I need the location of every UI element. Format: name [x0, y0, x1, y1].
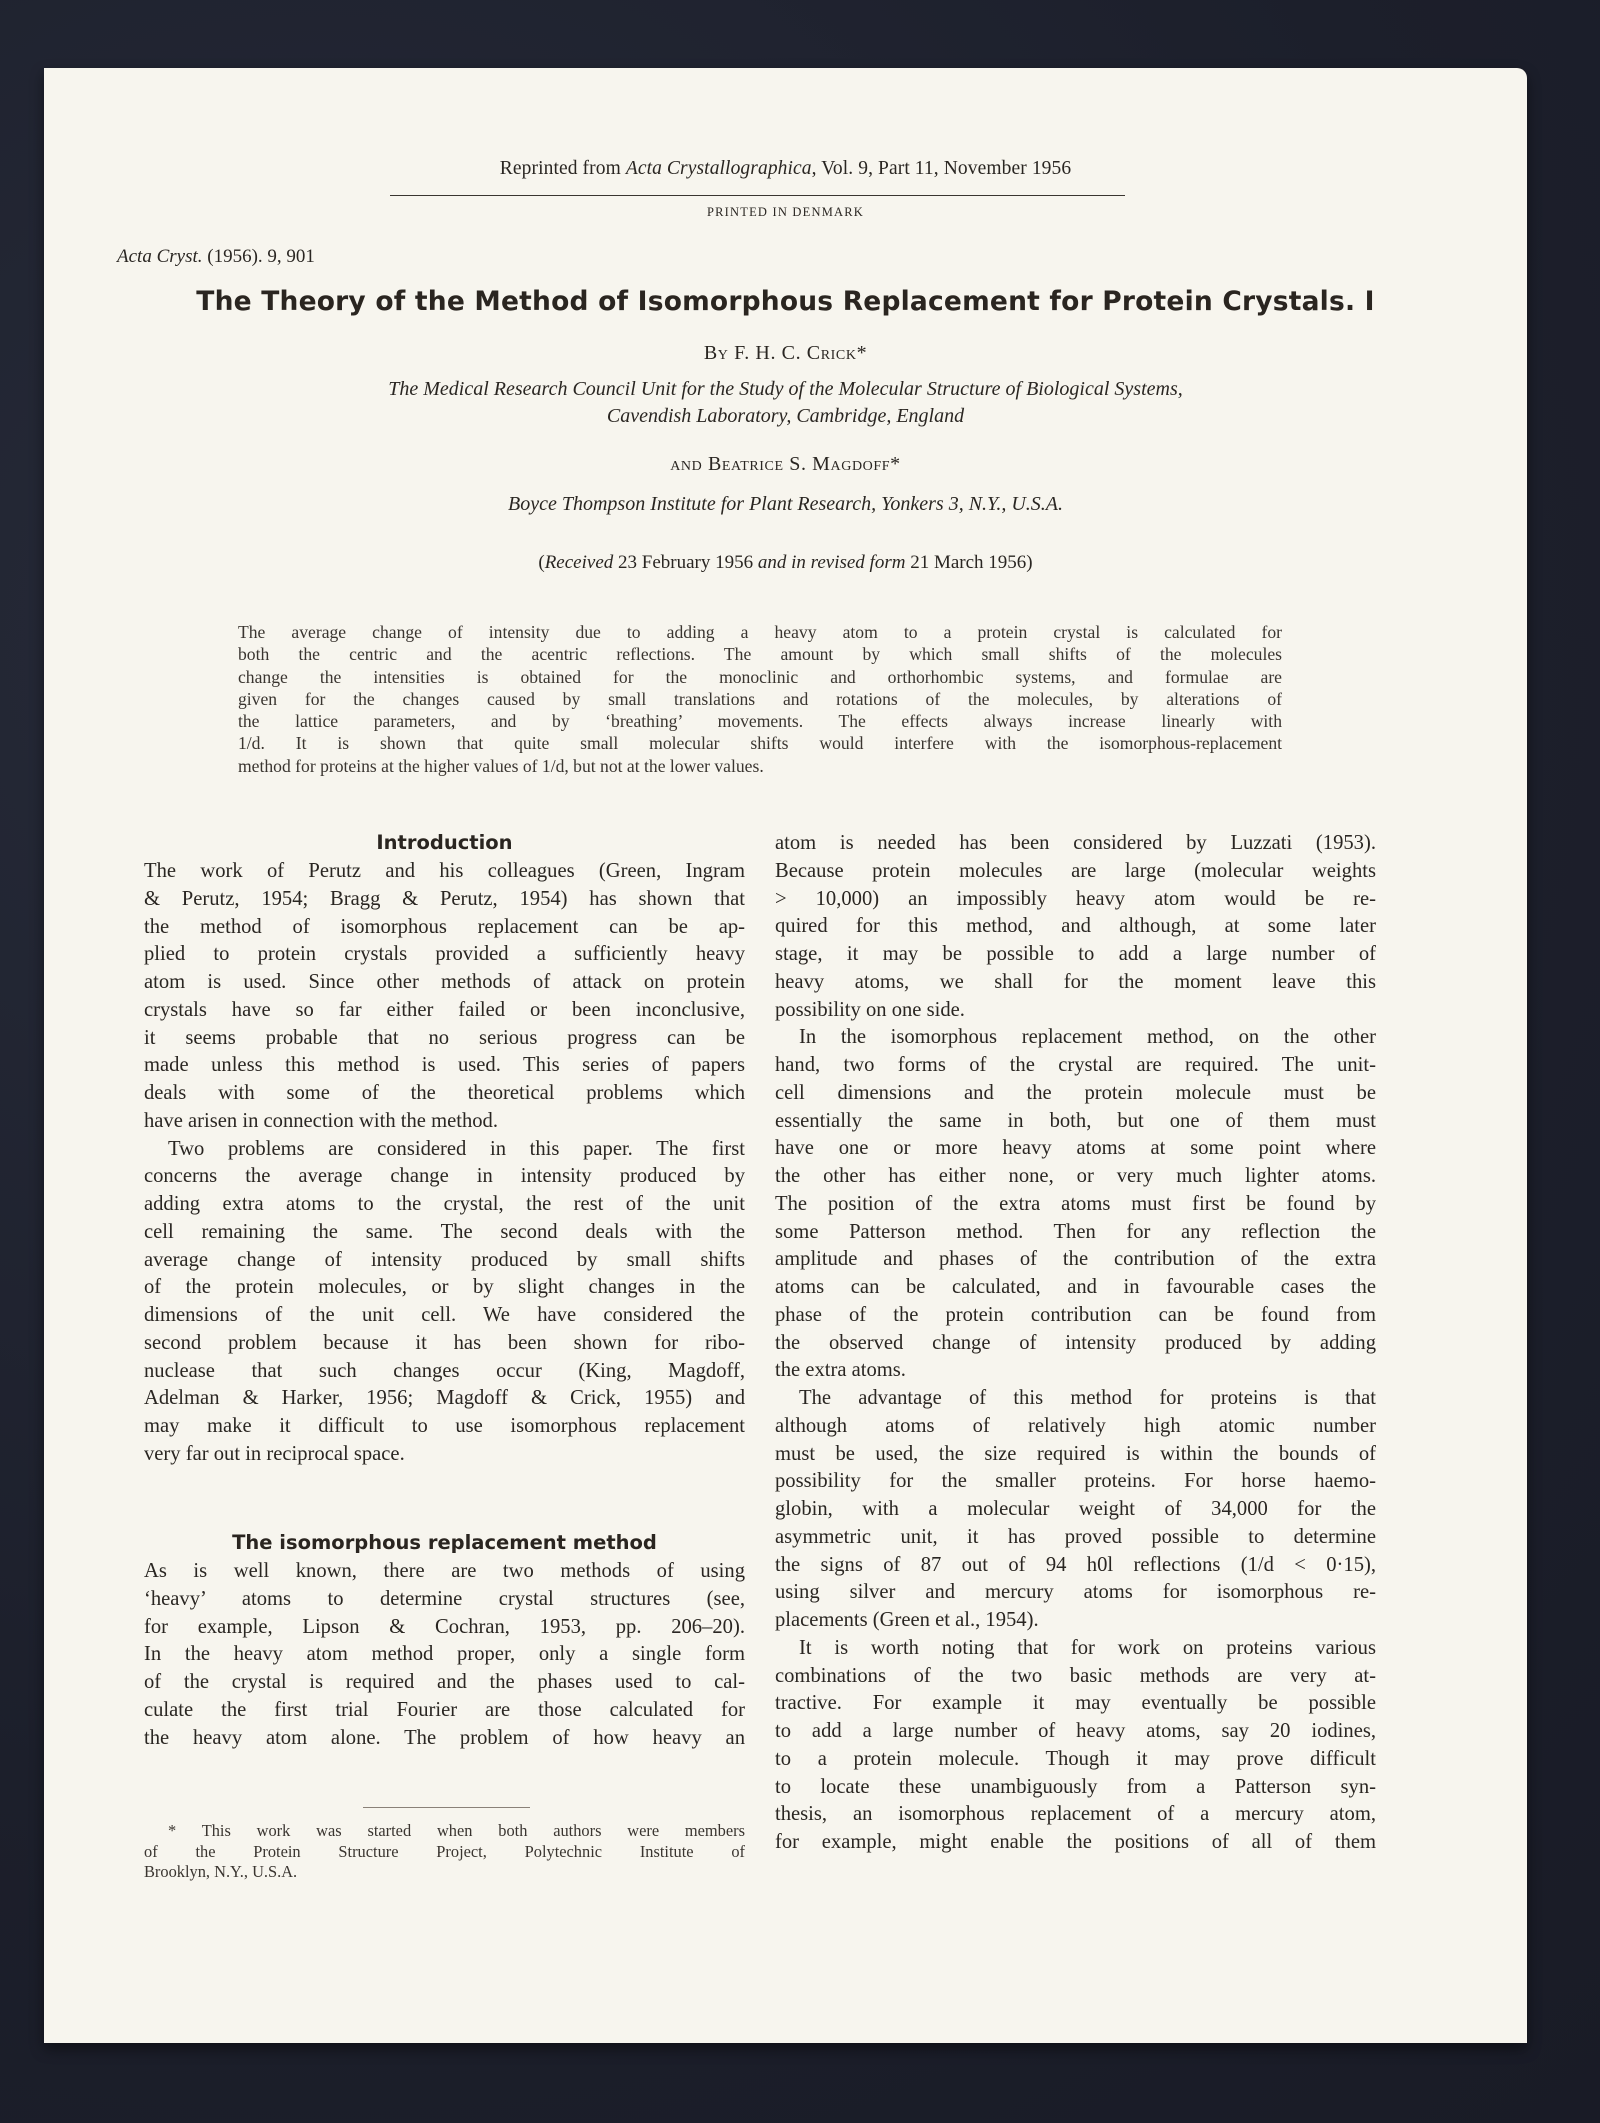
- body-line: The advantage of this method for proteins is that: [799, 1387, 1376, 1409]
- body-line: of the protein molecules, or by slight changes in the: [144, 1276, 745, 1299]
- abstract-line: The average change of intensity due to adding a heavy atom to a protein crystal is calculated for: [238, 622, 1282, 642]
- body-line: to locate these unambiguously from a Patterson syn-: [775, 1775, 1376, 1798]
- abstract-line: given for the changes caused by small translations and rotations of the molecules, by alterations of: [238, 688, 1282, 709]
- body-line: although atoms of relatively high atomic number: [775, 1414, 1376, 1437]
- body-line: deals with some of the theoretical problems which: [144, 1082, 745, 1104]
- body-line: atom is used. Since other methods of attack on protein: [144, 971, 745, 993]
- right-column: [775, 830, 1376, 1857]
- body-line: plied to protein crystals provided a sufficiently heavy: [144, 943, 745, 966]
- body-line: The position of the extra atoms must first be found by: [775, 1192, 1376, 1215]
- reprint-suffix: , Vol. 9, Part 11, November 1956: [811, 158, 1072, 179]
- body-line: to add a large number of heavy atoms, say 20 iodines,: [775, 1720, 1376, 1742]
- body-line: the heavy atom alone. The problem of how heavy an: [144, 1726, 745, 1749]
- body-line: Adelman & Harker, 1956; Magdoff & Crick, 1955) and: [144, 1387, 745, 1410]
- body-line: It is worth noting that for work on proteins various: [799, 1636, 1376, 1659]
- body-line: some Patterson method. Then for any reflection the: [775, 1220, 1376, 1243]
- body-line: atom is needed has been considered by Luzzati (1953).: [775, 832, 1376, 854]
- printed-in-notice: PRINTED IN DENMARK: [706, 205, 864, 219]
- reprint-prefix: Reprinted from: [499, 158, 626, 179]
- body-line: amplitude and phases of the contribution of the extra: [775, 1248, 1376, 1271]
- reprint-journal: Acta Crystallographica: [625, 158, 812, 179]
- body-line: have arisen in connection with the method.: [144, 1109, 498, 1132]
- header-rule: [390, 195, 1125, 196]
- paper-page: [44, 68, 1527, 2043]
- body-line: asymmetric unit, it has proved possible to determine: [775, 1525, 1376, 1548]
- body-line: phase of the protein contribution can be found from: [775, 1303, 1376, 1326]
- affiliation-2: Boyce Thompson Institute for Plant Research, Yonkers 3, N.Y., U.S.A.: [508, 493, 1063, 515]
- journal-citation: [117, 246, 315, 268]
- abstract-line: the lattice parameters, and by ‘breathing’ movements. The effects always increase linearly with: [238, 711, 1282, 732]
- body-line: thesis, an isomorphous replacement of a mercury atom,: [775, 1803, 1376, 1826]
- body-line: possibility for the smaller proteins. For horse haemo-: [775, 1470, 1376, 1493]
- body-line: combinations of the two basic methods are very at-: [775, 1664, 1376, 1687]
- body-line: cell remaining the same. The second deals with the: [144, 1220, 745, 1243]
- body-line: & Perutz, 1954; Bragg & Perutz, 1954) has shown that: [144, 887, 745, 910]
- body-line: cell dimensions and the protein molecule must be: [775, 1081, 1376, 1104]
- body-line: Because protein molecules are large (molecular weights: [775, 859, 1376, 882]
- body-line: concerns the average change in intensity produced by: [144, 1165, 745, 1188]
- body-line: hand, two forms of the crystal are required. The unit-: [775, 1054, 1376, 1076]
- body-line: placements (Green et al., 1954).: [775, 1609, 1039, 1631]
- body-line: Two problems are considered in this paper. The first: [168, 1137, 745, 1160]
- article-title: The Theory of the Method of Isomorphous Replacement for Protein Crystals. I: [196, 286, 1375, 317]
- method-section: [144, 1528, 745, 1752]
- abstract-line: both the centric and the acentric reflections. The amount by which small shifts of the molecules: [238, 644, 1282, 665]
- body-line: may make it difficult to use isomorphous replacement: [144, 1415, 745, 1437]
- body-line: heavy atoms, we shall for the moment leave this: [775, 970, 1376, 993]
- author-byline: By F. H. C. Crick*: [703, 342, 868, 364]
- body-line: > 10,000) an impossibly heavy atom would be re-: [775, 887, 1376, 910]
- body-line: crystals have so far either failed or been inconclusive,: [144, 998, 745, 1021]
- body-line: tractive. For example it may eventually be possible: [775, 1692, 1376, 1715]
- footnote-rule: [363, 1807, 530, 1808]
- body-line: using silver and mercury atoms for isomorphous re-: [775, 1581, 1376, 1604]
- body-line: atoms can be calculated, and in favourable cases the: [775, 1276, 1376, 1298]
- body-line: stage, it may be possible to add a large number of: [775, 943, 1376, 965]
- body-line: As is well known, there are two methods of using: [144, 1560, 745, 1582]
- body-line: second problem because it has been shown for ribo-: [144, 1331, 745, 1354]
- body-line: the extra atoms.: [775, 1359, 906, 1382]
- body-line: for example, might enable the positions of all of them: [775, 1831, 1376, 1853]
- abstract-line: method for proteins at the higher values of 1/d, but not at the lower values.: [238, 755, 764, 776]
- received-dates: (Received 23 February 1956 and in revised form 21 March 1956): [538, 552, 1033, 573]
- body-line: adding extra atoms to the crystal, the rest of the unit: [144, 1193, 745, 1215]
- footnote-line: of the Protein Structure Project, Polytechnic Institute of: [144, 1841, 745, 1861]
- body-line: In the heavy atom method proper, only a single form: [144, 1643, 745, 1666]
- body-line: average change of intensity produced by small shifts: [144, 1248, 745, 1271]
- body-line: the method of isomorphous replacement can be ap-: [144, 915, 745, 938]
- affiliation-1-line-2: Cavendish Laboratory, Cambridge, England: [606, 405, 965, 427]
- body-line: to a protein molecule. Though it may prove difficult: [775, 1747, 1376, 1770]
- citation-journal: Acta Cryst.: [117, 246, 203, 267]
- citation-volume-page: (1956). 9, 901: [202, 246, 315, 267]
- abstract-line: 1/d. It is shown that quite small molecular shifts would interfere with the isomorphous-replacement: [238, 733, 1282, 754]
- body-line: the observed change of intensity produced by adding: [775, 1331, 1376, 1354]
- body-line: the signs of 87 out of 94 h0l reflections (1/d < 0·15),: [775, 1553, 1376, 1576]
- body-line: nuclease that such changes occur (King, Magdoff,: [144, 1359, 745, 1382]
- introduction-section: [144, 828, 745, 1469]
- body-line: have one or more heavy atoms at some point where: [775, 1137, 1376, 1160]
- body-line: for example, Lipson & Cochran, 1953, pp. 206–20).: [144, 1615, 745, 1638]
- footnote: [144, 1821, 745, 1883]
- body-line: In the isomorphous replacement method, on the other: [799, 1026, 1376, 1049]
- body-line: quired for this method, and although, at some later: [775, 915, 1376, 938]
- body-line: globin, with a molecular weight of 34,000 for the: [775, 1498, 1376, 1520]
- body-line: of the crystal is required and the phases used to cal-: [144, 1671, 745, 1693]
- affiliation-1-line-1: The Medical Research Council Unit for the Study of the Molecular Structure of Biological Systems,: [388, 378, 1183, 400]
- method-heading: The isomorphous replacement method: [232, 1531, 657, 1554]
- body-line: dimensions of the unit cell. We have considered the: [144, 1304, 745, 1326]
- abstract: [238, 621, 1282, 777]
- body-line: culate the first trial Fourier are those calculated for: [144, 1698, 745, 1721]
- reprint-notice: [44, 158, 1527, 180]
- body-line: the other has either none, or very much lighter atoms.: [775, 1165, 1376, 1187]
- footnote-line: * This work was started when both authors were members: [168, 1821, 745, 1840]
- body-line: very far out in reciprocal space.: [144, 1442, 405, 1465]
- footnote-line: Brooklyn, N.Y., U.S.A.: [144, 1862, 298, 1881]
- abstract-line: change the intensities is obtained for the monoclinic and orthorhombic systems, and formulae are: [238, 666, 1282, 687]
- introduction-heading: Introduction: [376, 831, 513, 854]
- body-line: essentially the same in both, but one of them must: [775, 1109, 1376, 1132]
- body-line: must be used, the size required is within the bounds of: [775, 1442, 1376, 1465]
- body-line: it seems probable that no serious progress can be: [144, 1026, 745, 1049]
- body-line: ‘heavy’ atoms to determine crystal structures (see,: [144, 1587, 745, 1610]
- body-line: possibility on one side.: [775, 998, 965, 1021]
- body-line: made unless this method is used. This series of papers: [144, 1054, 745, 1077]
- body-line: The work of Perutz and his colleagues (Green, Ingram: [144, 860, 745, 882]
- second-author: and Beatrice S. Magdoff*: [670, 453, 901, 475]
